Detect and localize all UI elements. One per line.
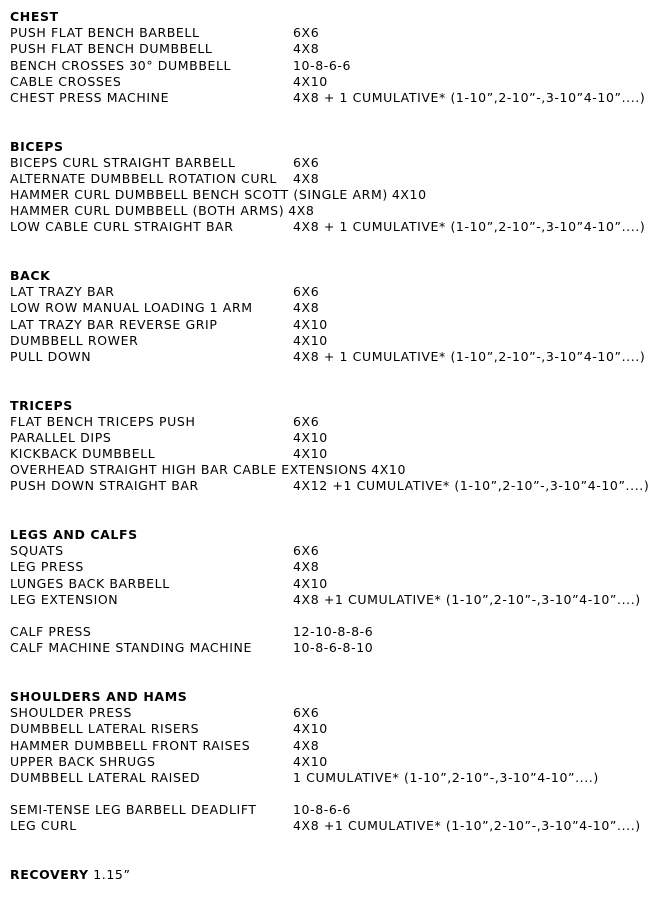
exercise-name: CALF MACHINE STANDING MACHINE [10, 640, 252, 656]
exercise-name: PUSH DOWN STRAIGHT BAR [10, 478, 199, 494]
exercise-name: LAT TRAZY BAR [10, 284, 115, 300]
row-spacer [10, 608, 655, 624]
exercise-sets: 4X12 +1 CUMULATIVE* (1-10”,2-10”-,3-10”4-10”....) [293, 478, 650, 494]
exercise-sets: 4X10 [293, 721, 328, 737]
exercise-row [10, 430, 655, 446]
section-title-legs: LEGS AND CALFS [10, 527, 138, 543]
exercise-sets: 4X10 [371, 462, 406, 478]
section-chest [10, 9, 655, 106]
exercise-sets: 4X8 + 1 CUMULATIVE* (1-10”,2-10”-,3-10”4-10”....) [293, 219, 646, 235]
exercise-name: HAMMER CURL DUMBBELL (BOTH ARMS) [10, 203, 285, 219]
exercise-name: HAMMER DUMBBELL FRONT RAISES [10, 737, 251, 753]
exercise-row [10, 721, 655, 737]
exercise-name: DUMBBELL LATERAL RISERS [10, 721, 200, 737]
exercise-name: PULL DOWN [10, 348, 92, 364]
recovery-line [10, 867, 655, 883]
exercise-sets: 4X10 [391, 187, 427, 203]
exercise-row [10, 300, 655, 316]
exercise-row [10, 90, 655, 106]
exercise-row [10, 462, 655, 478]
row-spacer [10, 786, 655, 802]
exercise-row [10, 74, 655, 90]
exercise-name: DUMBBELL LATERAL RAISED [10, 769, 201, 785]
recovery-label: RECOVERY [10, 867, 89, 883]
exercise-sets: 10-8-6-6 [293, 802, 352, 818]
exercise-sets: 4X8 [293, 559, 320, 575]
exercise-sets: 4X10 [293, 73, 328, 89]
exercise-sets: 4X10 [293, 575, 328, 591]
exercise-row [10, 705, 655, 721]
section-back [10, 268, 655, 365]
exercise-name: LOW CABLE CURL STRAIGHT BAR [10, 219, 234, 235]
exercise-sets: 4X10 [293, 446, 328, 462]
exercise-row [10, 349, 655, 365]
exercise-sets: 4X8 [293, 41, 320, 57]
exercise-row [10, 559, 655, 575]
exercise-name: FLAT BENCH TRICEPS PUSH [10, 413, 196, 429]
exercise-row [10, 478, 655, 494]
exercise-sets: 4X8 [288, 203, 315, 219]
exercise-row [10, 592, 655, 608]
section-triceps [10, 398, 655, 495]
exercise-row [10, 58, 655, 74]
exercise-sets: 1 CUMULATIVE* (1-10”,2-10”-,3-10”4-10”....) [293, 769, 599, 785]
exercise-row [10, 155, 655, 171]
exercise-sets: 4X10 [293, 332, 328, 348]
exercise-row [10, 25, 655, 41]
exercise-name: OVERHEAD STRAIGHT HIGH BAR CABLE EXTENSIONS [10, 462, 368, 478]
exercise-sets: 10-8-6-8-10 [293, 640, 374, 656]
exercise-name: LEG PRESS [10, 559, 84, 575]
exercise-sets: 4X8 [293, 737, 320, 753]
section-title-biceps: BICEPS [10, 138, 64, 154]
exercise-name: PARALLEL DIPS [10, 429, 112, 445]
exercise-name: BICEPS CURL STRAIGHT BARBELL [10, 154, 236, 170]
exercise-row [10, 446, 655, 462]
exercise-name: KICKBACK DUMBBELL [10, 446, 156, 462]
exercise-name: LUNGES BACK BARBELL [10, 575, 170, 591]
exercise-sets: 4X10 [293, 316, 328, 332]
exercise-row [10, 41, 655, 57]
exercise-sets: 4X8 + 1 CUMULATIVE* (1-10”,2-10”-,3-10”4-10”....) [293, 89, 646, 105]
exercise-row [10, 754, 655, 770]
exercise-sets: 12-10-8-8-6 [293, 624, 374, 640]
exercise-row [10, 284, 655, 300]
exercise-name: CALF PRESS [10, 624, 92, 640]
exercise-name: PUSH FLAT BENCH DUMBBELL [10, 41, 213, 57]
exercise-name: LEG CURL [10, 818, 77, 834]
exercise-name: SQUATS [10, 543, 64, 559]
exercise-sets: 4X8 [293, 300, 320, 316]
exercise-row [10, 818, 655, 834]
exercise-name: SHOULDER PRESS [10, 705, 132, 721]
section-spacer [10, 835, 655, 867]
exercise-sets: 6X6 [293, 154, 320, 170]
exercise-sets: 6X6 [293, 284, 320, 300]
exercise-sets: 4X10 [293, 429, 328, 445]
exercise-name: LEG EXTENSION [10, 591, 119, 607]
exercise-row [10, 738, 655, 754]
section-spacer [10, 657, 655, 689]
exercise-sets: 4X8 [293, 170, 320, 186]
section-title-chest: CHEST [10, 9, 59, 24]
exercise-row [10, 543, 655, 559]
exercise-name: UPPER BACK SHRUGS [10, 753, 156, 769]
exercise-row [10, 414, 655, 430]
exercise-name: LAT TRAZY BAR REVERSE GRIP [10, 316, 218, 332]
exercise-sets: 4X10 [293, 753, 328, 769]
workout-document [10, 9, 655, 883]
section-title-back: BACK [10, 268, 51, 284]
exercise-sets: 6X6 [293, 705, 320, 721]
exercise-row [10, 640, 655, 656]
exercise-sets: 4X8 +1 CUMULATIVE* (1-10”,2-10”-,3-10”4-10”....) [293, 818, 641, 834]
exercise-name: PUSH FLAT BENCH BARBELL [10, 25, 200, 41]
exercise-sets: 6X6 [293, 413, 320, 429]
exercise-row [10, 219, 655, 235]
exercise-row [10, 802, 655, 818]
exercise-name: HAMMER CURL DUMBBELL BENCH SCOTT (SINGLE ARM) [10, 187, 388, 203]
exercise-row [10, 203, 655, 219]
exercise-name: ALTERNATE DUMBBELL ROTATION CURL [10, 170, 277, 186]
section-legs-and-calfs [10, 527, 655, 657]
section-biceps [10, 139, 655, 236]
exercise-name: DUMBBELL ROWER [10, 332, 139, 348]
exercise-row [10, 171, 655, 187]
exercise-name: BENCH CROSSES 30° DUMBBELL [10, 57, 232, 73]
section-spacer [10, 236, 655, 268]
exercise-sets: 10-8-6-6 [293, 57, 352, 73]
section-spacer [10, 365, 655, 397]
exercise-row [10, 187, 655, 203]
exercise-sets: 4X8 +1 CUMULATIVE* (1-10”,2-10”-,3-10”4-10”....) [293, 591, 641, 607]
exercise-name: SEMI-TENSE LEG BARBELL DEADLIFT [10, 802, 257, 818]
section-spacer [10, 495, 655, 527]
exercise-name: CHEST PRESS MACHINE [10, 89, 170, 105]
exercise-sets: 6X6 [293, 543, 320, 559]
section-title-triceps: TRICEPS [10, 397, 73, 413]
exercise-row [10, 317, 655, 333]
section-title-shoulders: SHOULDERS AND HAMS [10, 688, 188, 704]
recovery-value: 1.15” [93, 867, 131, 883]
exercise-sets: 6X6 [293, 25, 320, 41]
exercise-name: LOW ROW MANUAL LOADING 1 ARM [10, 300, 253, 316]
exercise-row [10, 576, 655, 592]
exercise-row [10, 770, 655, 786]
exercise-row [10, 624, 655, 640]
exercise-row [10, 333, 655, 349]
section-shoulders-and-hams [10, 689, 655, 835]
exercise-name: CABLE CROSSES [10, 73, 122, 89]
exercise-sets: 4X8 + 1 CUMULATIVE* (1-10”,2-10”-,3-10”4-10”....) [293, 348, 646, 364]
section-spacer [10, 106, 655, 138]
